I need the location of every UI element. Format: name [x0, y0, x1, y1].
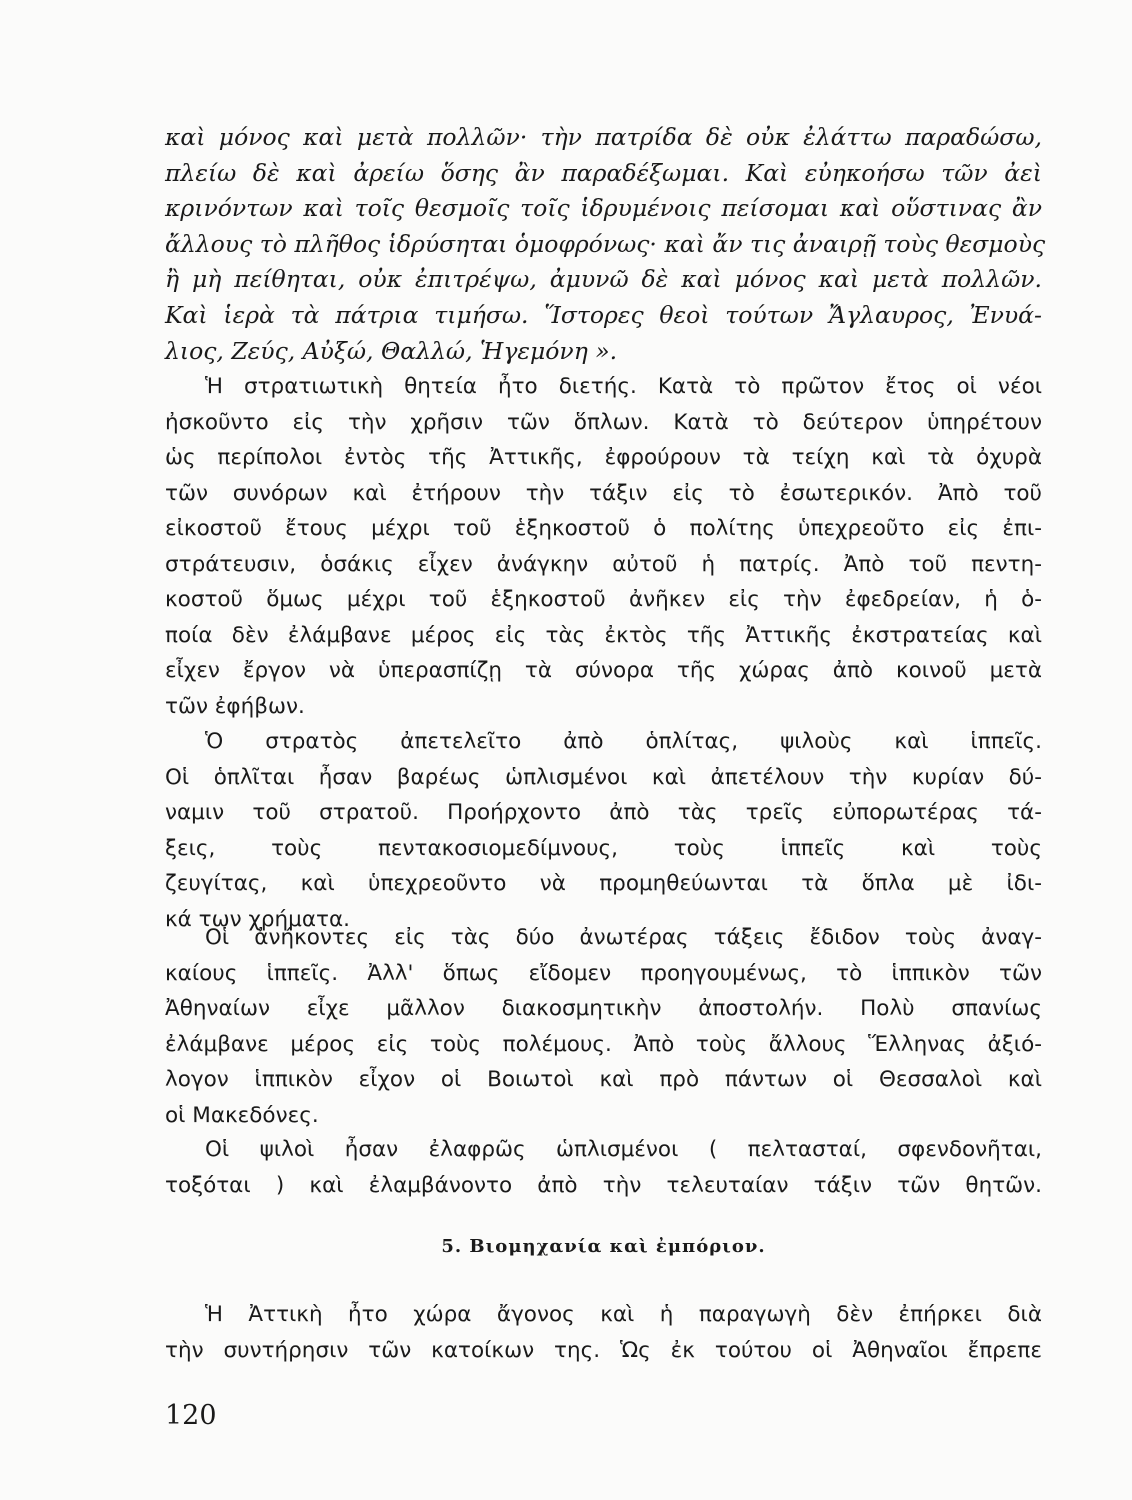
quote-line: πλείω δὲ καὶ ἀρείω ὅσης ἂν παραδέξωμαι. Καὶ εὐηκοήσω τῶν ἀεὶ [165, 158, 1042, 187]
paragraph-line: καίους ἱππεῖς. Ἀλλ' ὅπως εἴδομεν προηγουμένως, τὸ ἱππικὸν τῶν [165, 960, 1042, 986]
quote-line: ἢ μὴ πείθηται, οὐκ ἐπιτρέψω, ἀμυνῶ δὲ καὶ μόνος καὶ μετὰ πολλῶν. [165, 265, 1042, 294]
paragraph-line: ἠσκοῦντο εἰς τὴν χρῆσιν τῶν ὅπλων. Κατὰ τὸ δεύτερον ὑπηρέτουν [165, 409, 1042, 435]
paragraph-line: εἶχεν ἔργον νὰ ὑπερασπίζῃ τὰ σύνορα τῆς χώρας ἀπὸ κοινοῦ μετὰ [165, 658, 1042, 683]
page-number: 120 [165, 1400, 217, 1431]
paragraph-line: κοστοῦ ὅμως μέχρι τοῦ ἑξηκοστοῦ ἀνῆκεν εἰς τὴν ἐφεδρείαν, ἡ ὁ- [165, 587, 1042, 612]
paragraph-line: ναμιν τοῦ στρατοῦ. Προήρχοντο ἀπὸ τὰς τρεῖς εὐπορωτέρας τά- [165, 800, 1042, 825]
paragraph-line: ζευγίτας, καὶ ὑπεχρεοῦντο νὰ προμηθεύωνται τὰ ὅπλα μὲ ἰδι- [165, 871, 1042, 896]
paragraph-line: κά των χρήματα. [165, 906, 350, 932]
paragraph-line: Ἡ Ἀττικὴ ἦτο χώρα ἄγονος καὶ ἡ παραγωγὴ δὲν ἐπήρκει διὰ [205, 1302, 1042, 1327]
paragraph-line: οἱ Μακεδόνες. [165, 1102, 319, 1128]
paragraph-cavalry [165, 920, 1042, 1133]
paragraph-industry [165, 1297, 1042, 1368]
quote-line: ἄλλους τὸ πλῆθος ἱδρύσηται ὁμοφρόνως· καὶ ἄν τις ἀναιρῇ τοὺς θεσμοὺς [165, 229, 1046, 258]
paragraph-military-service [165, 369, 1042, 724]
paragraph-light-troops [165, 1132, 1042, 1203]
paragraph-line: λογον ἱππικὸν εἶχον οἱ Βοιωτοὶ καὶ πρὸ πάντων οἱ Θεσσαλοὶ καὶ [165, 1067, 1042, 1092]
paragraph-line: στράτευσιν, ὁσάκις εἶχεν ἀνάγκην αὐτοῦ ἡ πατρίς. Ἀπὸ τοῦ πεντη- [165, 551, 1042, 577]
quote-line: κρινόντων καὶ τοῖς θεσμοῖς τοῖς ἱδρυμένοις πείσομαι καὶ οὕστινας ἂν [165, 194, 1042, 223]
paragraph-line: Οἱ ψιλοὶ ἦσαν ἐλαφρῶς ὡπλισμένοι ( πελτασταί, σφενδονῆται, [205, 1137, 1042, 1162]
paragraph-line: Ὁ στρατὸς ἀπετελεῖτο ἀπὸ ὁπλίτας, ψιλοὺς καὶ ἱππεῖς. [205, 729, 1042, 754]
paragraph-line: τῶν ἐφήβων. [165, 693, 305, 719]
paragraph-line: ξεις, τοὺς πεντακοσιομεδίμνους, τοὺς ἱππεῖς καὶ τοὺς [165, 835, 1042, 861]
paragraph-line: Ἀθηναίων εἶχε μᾶλλον διακοσμητικὴν ἀποστολήν. Πολὺ σπανίως [165, 996, 1042, 1021]
section-heading: 5. Βιομηχανία καὶ ἐμπόριον. [441, 1236, 766, 1257]
paragraph-army-composition [165, 724, 1042, 937]
paragraph-line: Οἱ ὁπλῖται ἦσαν βαρέως ὡπλισμένοι καὶ ἀπετέλουν τὴν κυρίαν δύ- [165, 764, 1042, 790]
paragraph-line: τῶν συνόρων καὶ ἐτήρουν τὴν τάξιν εἰς τὸ ἐσωτερικόν. Ἀπὸ τοῦ [165, 480, 1042, 506]
paragraph-line: τοξόται ) καὶ ἐλαμβάνοντο ἀπὸ τὴν τελευταίαν τάξιν τῶν θητῶν. [165, 1172, 1042, 1198]
paragraph-line: Ἡ στρατιωτικὴ θητεία ἦτο διετής. Κατὰ τὸ πρῶτον ἔτος οἱ νέοι [205, 374, 1042, 399]
paragraph-line: Οἱ ἀνήκοντες εἰς τὰς δύο ἀνωτέρας τάξεις ἔδιδον τοὺς ἀναγ- [205, 925, 1042, 950]
paragraph-line: ποία δὲν ἐλάμβανε μέρος εἰς τὰς ἐκτὸς τῆς Ἀττικῆς ἐκστρατείας καὶ [165, 622, 1042, 648]
quote-line: καὶ μόνος καὶ μετὰ πολλῶν· τὴν πατρίδα δὲ οὐκ ἐλάττω παραδώσω, [165, 123, 1042, 151]
paragraph-line: ὡς περίπολοι ἐντὸς τῆς Ἀττικῆς, ἐφρούρουν τὰ τείχη καὶ τὰ ὀχυρὰ [165, 445, 1042, 470]
quote-line: λιος, Ζεύς, Αὐξώ, Θαλλώ, Ἡγεμόνη ». [165, 336, 618, 365]
oath-quote [165, 120, 1046, 369]
paragraph-line: ἐλάμβανε μέρος εἰς τοὺς πολέμους. Ἀπὸ τοὺς ἄλλους Ἕλληνας ἀξιό- [165, 1031, 1042, 1057]
paragraph-line: τὴν συντήρησιν τῶν κατοίκων της. Ὡς ἐκ τούτου οἱ Ἀθηναῖοι ἔπρεπε [165, 1337, 1042, 1363]
quote-line: Καὶ ἱερὰ τὰ πάτρια τιμήσω. Ἵστορες θεοὶ τούτων Ἄγλαυρος, Ἐνυά- [165, 300, 1042, 329]
paragraph-line: εἰκοστοῦ ἔτους μέχρι τοῦ ἑξηκοστοῦ ὁ πολίτης ὑπεχρεοῦτο εἰς ἐπι- [165, 516, 1042, 541]
